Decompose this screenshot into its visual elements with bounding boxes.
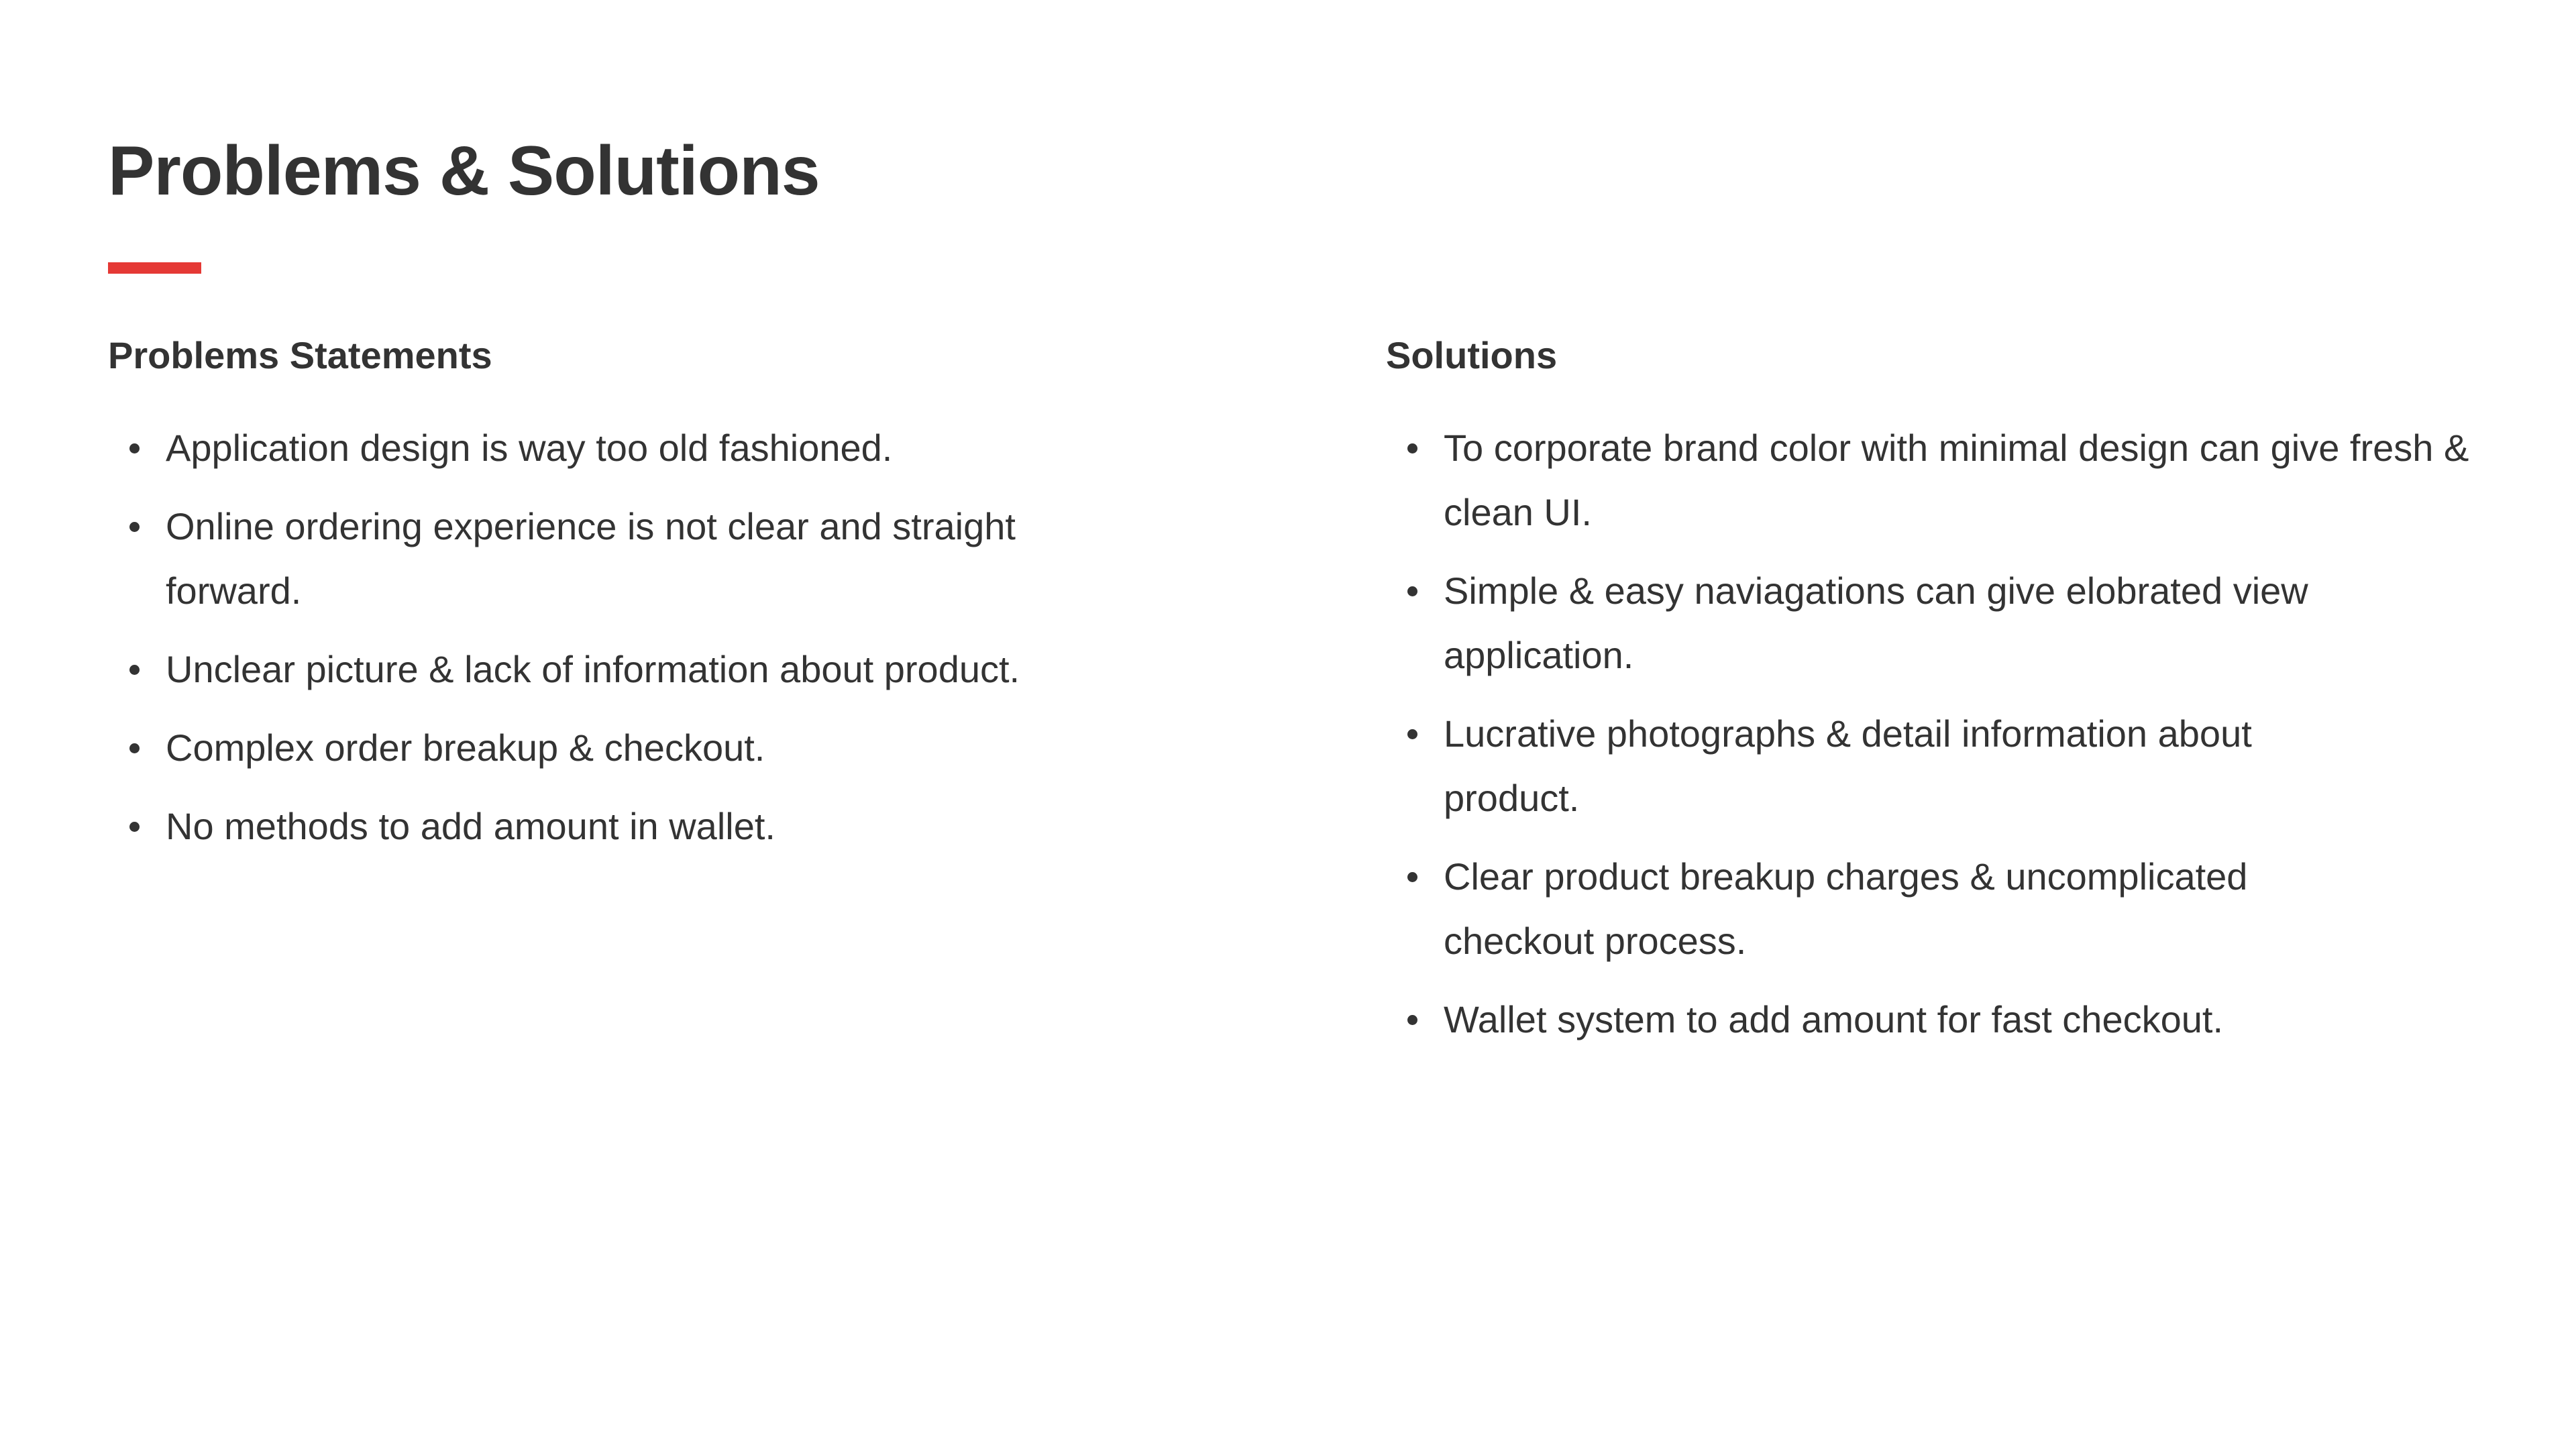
list-item-text: To corporate brand color with minimal design can give fresh & clean UI. (1444, 427, 2469, 533)
page-title: Problems & Solutions (108, 132, 820, 210)
bullet-icon (1407, 872, 1417, 882)
bullet-icon (1407, 586, 1417, 596)
list-item (1386, 845, 2396, 973)
list-item-text: Online ordering experience is not clear and straight forward. (166, 505, 1016, 612)
list-item-text: Unclear picture & lack of information about product. (166, 648, 1020, 690)
list-item-text: Application design is way too old fashioned. (166, 427, 893, 469)
solutions-list (1386, 416, 2473, 1052)
bullet-icon (1407, 729, 1417, 739)
list-item (108, 716, 1141, 780)
title-accent-bar (108, 262, 201, 274)
list-item (108, 416, 1141, 480)
list-item-text: No methods to add amount in wallet. (166, 805, 775, 847)
list-item (108, 637, 1141, 702)
bullet-icon (129, 743, 140, 753)
list-item (1386, 702, 2396, 830)
bullet-icon (129, 443, 140, 453)
problems-heading: Problems Statements (108, 334, 492, 376)
list-item (1386, 987, 2473, 1052)
problems-list (108, 416, 1141, 859)
list-item (108, 494, 1105, 623)
list-item-text: Complex order breakup & checkout. (166, 727, 765, 769)
bullet-icon (1407, 443, 1417, 453)
bullet-icon (129, 665, 140, 675)
solutions-section (1386, 329, 2473, 1066)
list-item-text: Wallet system to add amount for fast checkout. (1444, 998, 2223, 1040)
list-item (1386, 559, 2436, 688)
list-item-text: Clear product breakup charges & uncomplicated checkout process. (1444, 855, 2248, 962)
list-item-text: Lucrative photographs & detail information about product. (1444, 712, 2252, 819)
problems-section (108, 329, 1141, 873)
list-item (1386, 416, 2477, 545)
bullet-icon (129, 522, 140, 532)
bullet-icon (1407, 1015, 1417, 1025)
bullet-icon (129, 822, 140, 832)
list-item (108, 794, 1141, 859)
solutions-heading: Solutions (1386, 334, 1558, 376)
list-item-text: Simple & easy naviagations can give elobrated view application. (1444, 570, 2308, 676)
